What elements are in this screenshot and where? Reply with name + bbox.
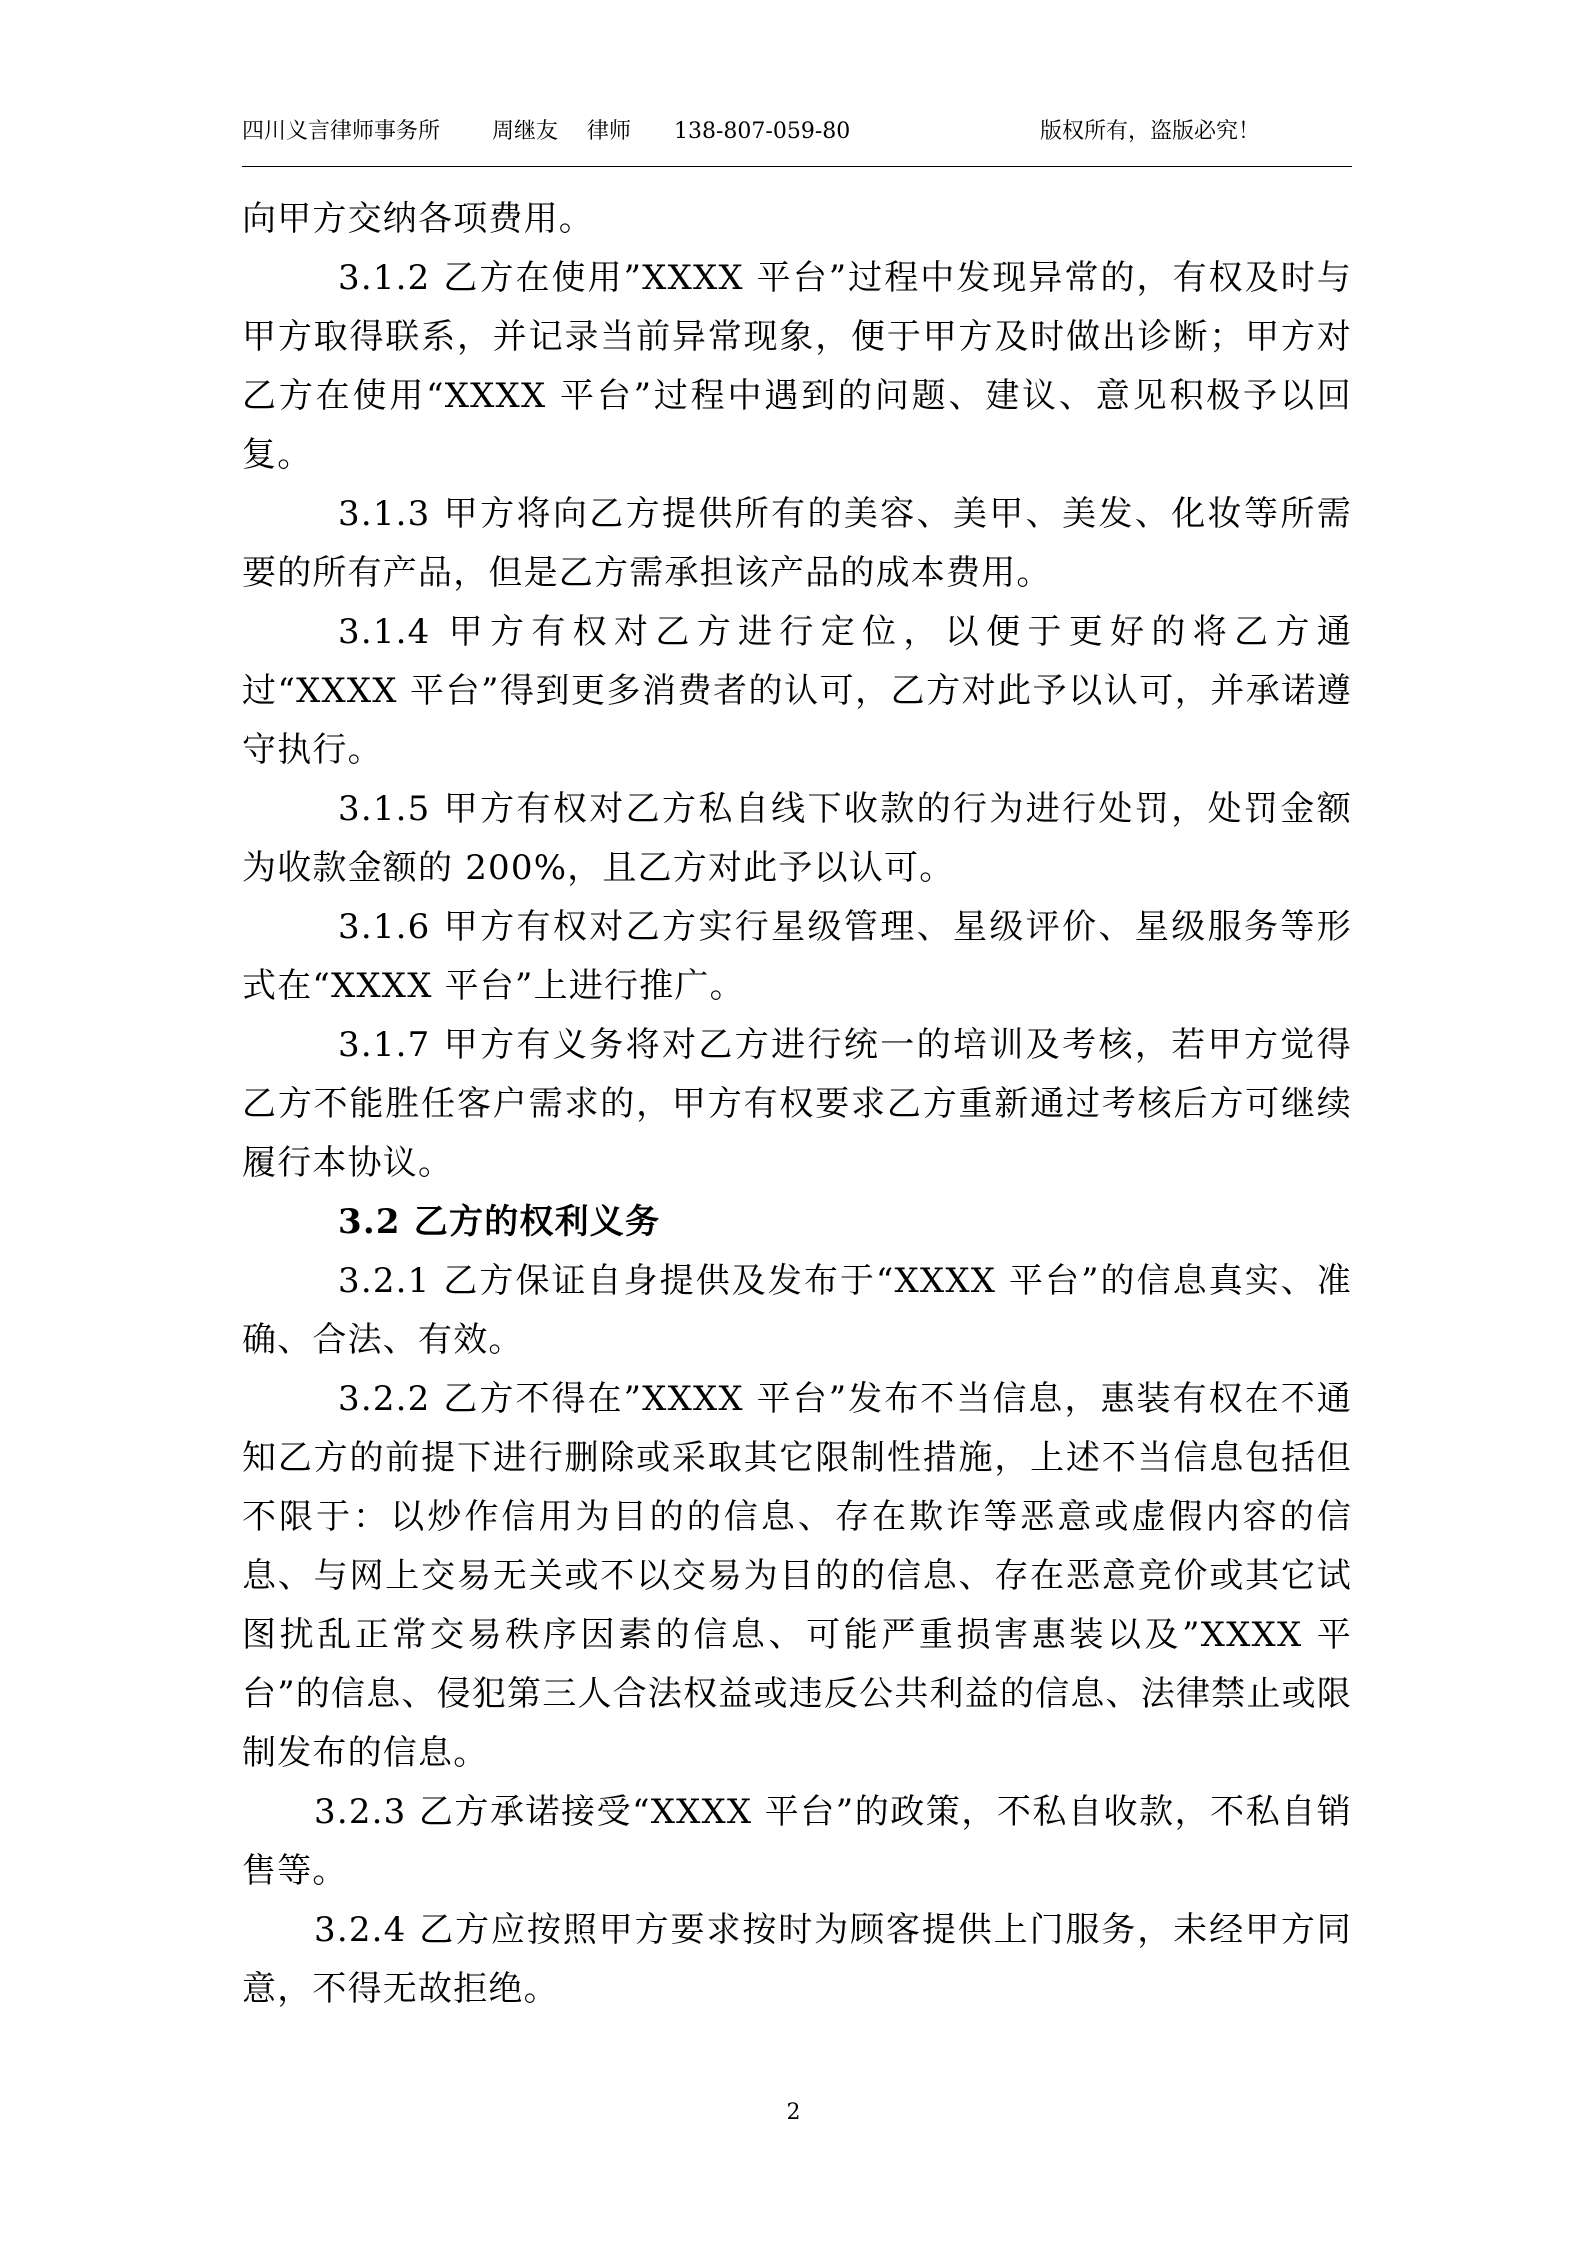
header-copyright: 版权所有，盗版必究！ xyxy=(1040,119,1261,144)
clause-3-1-7: 3.1.7 甲方有义务将对乙方进行统一的培训及考核，若甲方觉得乙方不能胜任客户需求的，甲方有权要求乙方重新通过考核后方可继续履行本协议。 xyxy=(242,1025,1352,1183)
clause-3-1-3: 3.1.3 甲方将向乙方提供所有的美容、美甲、美发、化妆等所需要的所有产品，但是乙方需承担该产品的成本费用。 xyxy=(242,494,1352,593)
header-lawyer-title: 律师 xyxy=(587,119,632,144)
clause-3-2-1: 3.2.1 乙方保证自身提供及发布于“XXXX 平台”的信息真实、准确、合法、有效。 xyxy=(242,1261,1352,1360)
page-header xyxy=(242,112,1352,152)
clause-3-2-2: 3.2.2 乙方不得在”XXXX 平台”发布不当信息，惠装有权在不通知乙方的前提下进行删除或采取其它限制性措施，上述不当信息包括但不限于：以炒作信用为目的的信息、存在欺诈等恶意或虚假内容的信息、与网上交易无关或不以交易为目的的信息、存在恶意竞价或其它试图扰乱正常交易秩序因素的信息、可能严重损害惠装以及”XXXX 平台”的信息、侵犯第三人合法权益或违反公共利益的信息、法律禁止或限制发布的信息。 xyxy=(242,1379,1352,1773)
section-heading-3-2: 3.2 乙方的权利义务 xyxy=(338,1202,661,1242)
document-body xyxy=(242,190,1352,2019)
header-phone: 138-807-059-80 xyxy=(674,119,851,144)
page-number: 2 xyxy=(786,2100,801,2125)
header-firm: 四川义言律师事务所 xyxy=(242,119,441,144)
clause-3-1-2: 3.1.2 乙方在使用”XXXX 平台”过程中发现异常的，有权及时与甲方取得联系，并记录当前异常现象，便于甲方及时做出诊断；甲方对乙方在使用“XXXX 平台”过程中遇到的问题、建议、意见积极予以回复。 xyxy=(242,258,1352,475)
clause-3-1-5: 3.1.5 甲方有权对乙方私自线下收款的行为进行处罚，处罚金额为收款金额的 200%，且乙方对此予以认可。 xyxy=(242,789,1352,888)
clause-3-2-4: 3.2.4 乙方应按照甲方要求按时为顾客提供上门服务，未经甲方同意，不得无故拒绝。 xyxy=(242,1910,1352,2009)
clause-3-1-4: 3.1.4 甲方有权对乙方进行定位，以便于更好的将乙方通过“XXXX 平台”得到更多消费者的认可，乙方对此予以认可，并承诺遵守执行。 xyxy=(242,612,1352,770)
paragraph-continuation: 向甲方交纳各项费用。 xyxy=(242,199,594,239)
clause-3-2-3: 3.2.3 乙方承诺接受“XXXX 平台”的政策，不私自收款，不私自销售等。 xyxy=(242,1792,1352,1891)
header-lawyer-name: 周继友 xyxy=(492,119,559,144)
header-divider xyxy=(242,166,1352,167)
clause-3-1-6: 3.1.6 甲方有权对乙方实行星级管理、星级评价、星级服务等形式在“XXXX 平台”上进行推广。 xyxy=(242,907,1352,1006)
